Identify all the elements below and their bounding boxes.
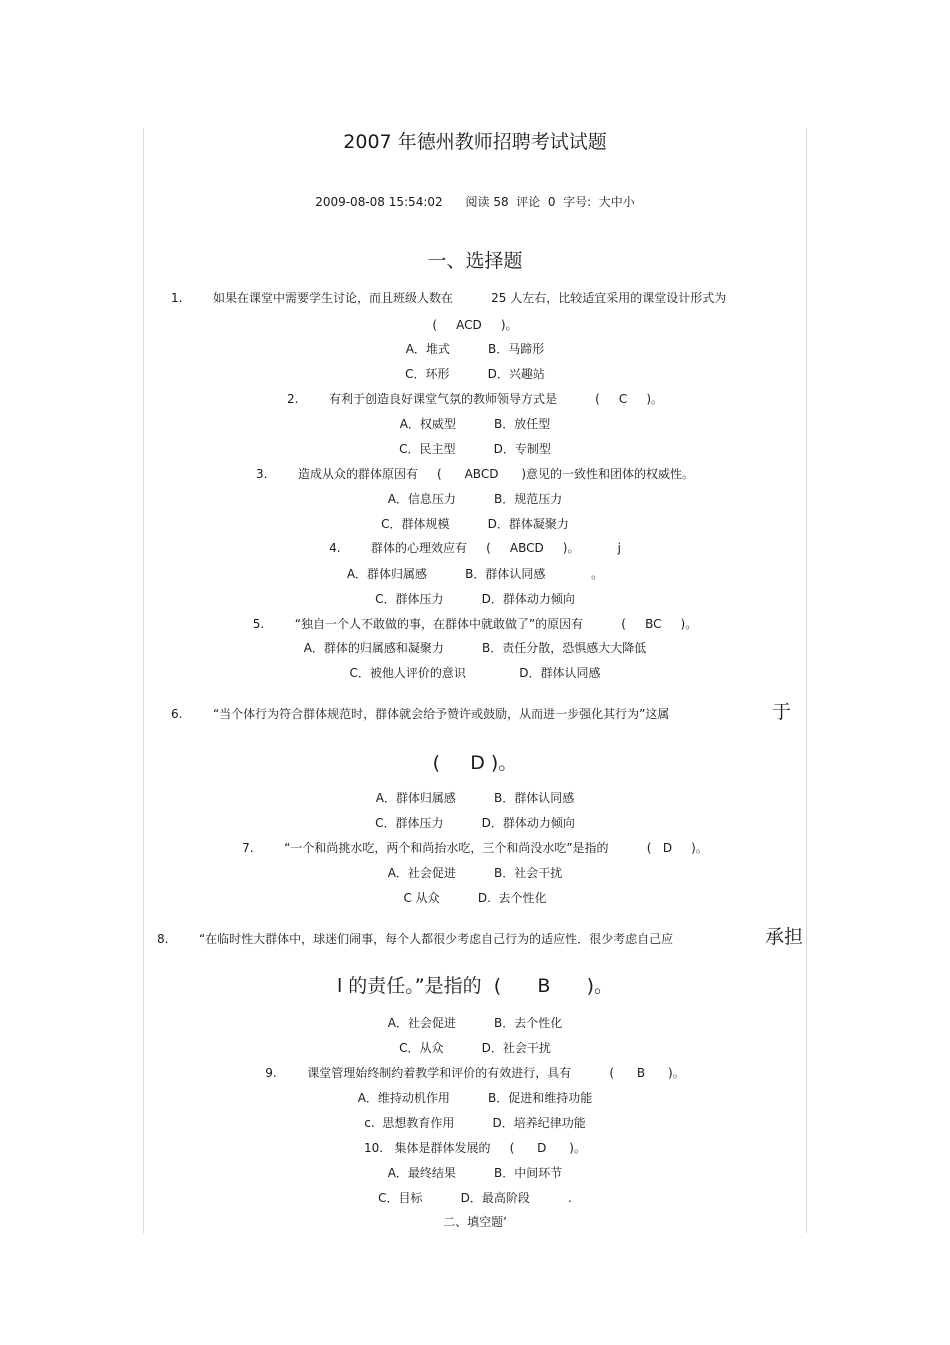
question-5-options-cd: C．被他人评价的意识 D．群体认同感 (349, 666, 601, 680)
question-3: 3. 造成从众的群体原因有 ( ABCD )意见的一致性和团体的权威性。 (255, 467, 695, 481)
question-5: 5. “独自一个人不敢做的事，在群体中就敢做了”的原因有 ( BC )。 (252, 617, 698, 631)
question-3-options-cd: C．群体规模 D．群体凝聚力 (381, 517, 569, 531)
page-title: 2007 年德州教师招聘考试试题 (343, 131, 607, 153)
question-8-tail: 承担 (765, 926, 804, 948)
question-1-answer: ( ACD )。 (432, 318, 518, 332)
post-meta: 2009-08-08 15:54:02 阅读 58 评论 0 字号: 大中小 (315, 195, 635, 209)
question-8-options-ab: A．社会促进 B．去个性化 (387, 1016, 563, 1030)
section-heading-fill-in: 二、填空题’ (443, 1215, 507, 1229)
question-8-answer: l 的责任。”是指的 ( B )。 (336, 975, 614, 997)
question-7-options-ab: A．社会促进 B．社会干扰 (387, 866, 563, 880)
question-6-tail: 于 (772, 701, 792, 723)
question-4-options-cd: C．群体压力 D．群体动力倾向 (375, 592, 575, 606)
question-10-options-ab: A．最终结果 B．中间环节 (387, 1166, 563, 1180)
question-10: 10. 集体是群体发展的 ( D )。 (364, 1141, 586, 1155)
question-6: 6. “当个体行为符合群体规范时，群体就会给予赞许或鼓励，从而进一步强化其行为”这属 (171, 707, 670, 721)
question-7: 7. “一个和尚挑水吃，两个和尚抬水吃，三个和尚没水吃”是指的 ( D )。 (242, 841, 708, 855)
question-1-options-ab: A．堆式 B．马蹄形 (405, 342, 545, 356)
question-4-options-ab: A．群体归属感 B．群体认同感 。 (346, 567, 604, 581)
question-4: 4. 群体的心理效应有 ( ABCD )。 j (329, 541, 621, 555)
question-2-options-ab: A．权威型 B．放任型 (399, 417, 551, 431)
question-8: 8. “在临时性大群体中，球迷们闹事，每个人都很少考虑自己行为的适应性．很少考虑自己应 (157, 932, 674, 946)
question-6-options-ab: A．群体归属感 B．群体认同感 (375, 791, 575, 805)
question-3-options-ab: A．信息压力 B．规范压力 (387, 492, 563, 506)
question-9: 9. 课堂管理始终制约着教学和评价的有效进行，具有 ( B )。 (265, 1066, 685, 1080)
question-5-options-ab: A．群体的归属感和凝聚力 B．责任分散，恐惧感大大降低 (303, 641, 647, 655)
question-10-options-cd: C．目标 D．最高阶段 . (378, 1191, 572, 1205)
question-8-options-cd: C．从众 D．社会干扰 (399, 1041, 551, 1055)
question-2: 2. 有利于创造良好课堂气氛的教师领导方式是 ( C )。 (287, 392, 663, 406)
section-heading-choice: 一、选择题 (427, 250, 523, 272)
question-6-answer: ( D )。 (432, 752, 518, 774)
question-7-options-cd: C 从众 D. 去个性化 (403, 891, 547, 905)
question-2-options-cd: C．民主型 D．专制型 (399, 442, 551, 456)
question-1-options-cd: C．环形 D．兴趣站 (405, 367, 545, 381)
question-6-options-cd: C．群体压力 D．群体动力倾向 (375, 816, 575, 830)
question-9-options-ab: A．维持动机作用 B．促进和维持功能 (357, 1091, 593, 1105)
question-1: 1. 如果在课堂中需要学生讨论，而且班级人数在 25 人左右，比较适宜采用的课堂设计形式为 (171, 291, 727, 305)
question-9-options-cd: c. 思想教育作用 D．培养纪律功能 (364, 1116, 586, 1130)
